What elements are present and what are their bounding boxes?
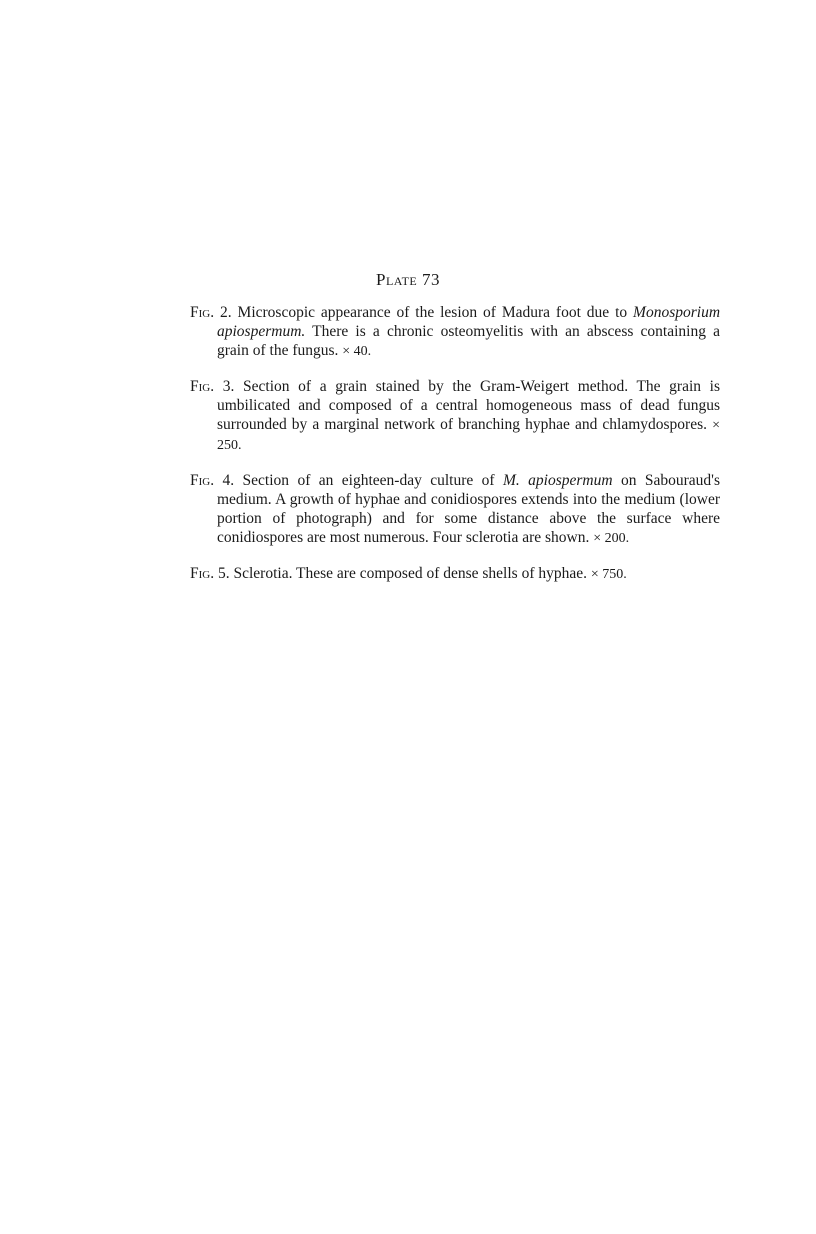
caption-fig-4: [190, 471, 720, 548]
caption-text: Section of an eighteen-day culture of: [242, 472, 503, 489]
species-name: M. apiospermum: [502, 472, 613, 489]
caption-fig-2: [190, 303, 720, 361]
figure-label: Fig. 5.: [190, 565, 230, 582]
magnification: × 40.: [342, 344, 372, 359]
caption-fig-5: [190, 564, 720, 584]
plate-title: Plate 73: [375, 270, 441, 289]
species-name: Monosporium apiospermum.: [217, 304, 721, 340]
caption-text: on Sabouraud's medium. A growth of hyphae and conidiospores extends into the medium (lower portion of photograph) and for some distance above the surface where conidiospores are most numerous. Four sclerotia are shown.: [217, 472, 720, 546]
caption-text: Sclerotia. These are composed of dense shells of hyphae.: [233, 565, 588, 582]
caption-text: Section of a grain stained by the Gram-Weigert method. The grain is umbilicated and composed of a central homogeneous mass of dead fungus surrounded by a marginal network of branching hyphae and chlamydospores.: [217, 378, 721, 433]
figure-label: Fig. 3.: [190, 378, 235, 395]
magnification: × 250.: [217, 418, 720, 453]
magnification: × 750.: [590, 567, 627, 582]
magnification: × 200.: [593, 531, 630, 546]
caption-fig-3: [190, 377, 720, 455]
figure-captions: [190, 303, 720, 600]
figure-label: Fig. 4.: [190, 472, 235, 489]
caption-text: There is a chronic osteomyelitis with an abscess containing a grain of the fungus.: [217, 323, 720, 359]
figure-label: Fig. 2.: [190, 304, 232, 321]
caption-text: Microscopic appearance of the lesion of Madura foot due to: [237, 304, 634, 321]
